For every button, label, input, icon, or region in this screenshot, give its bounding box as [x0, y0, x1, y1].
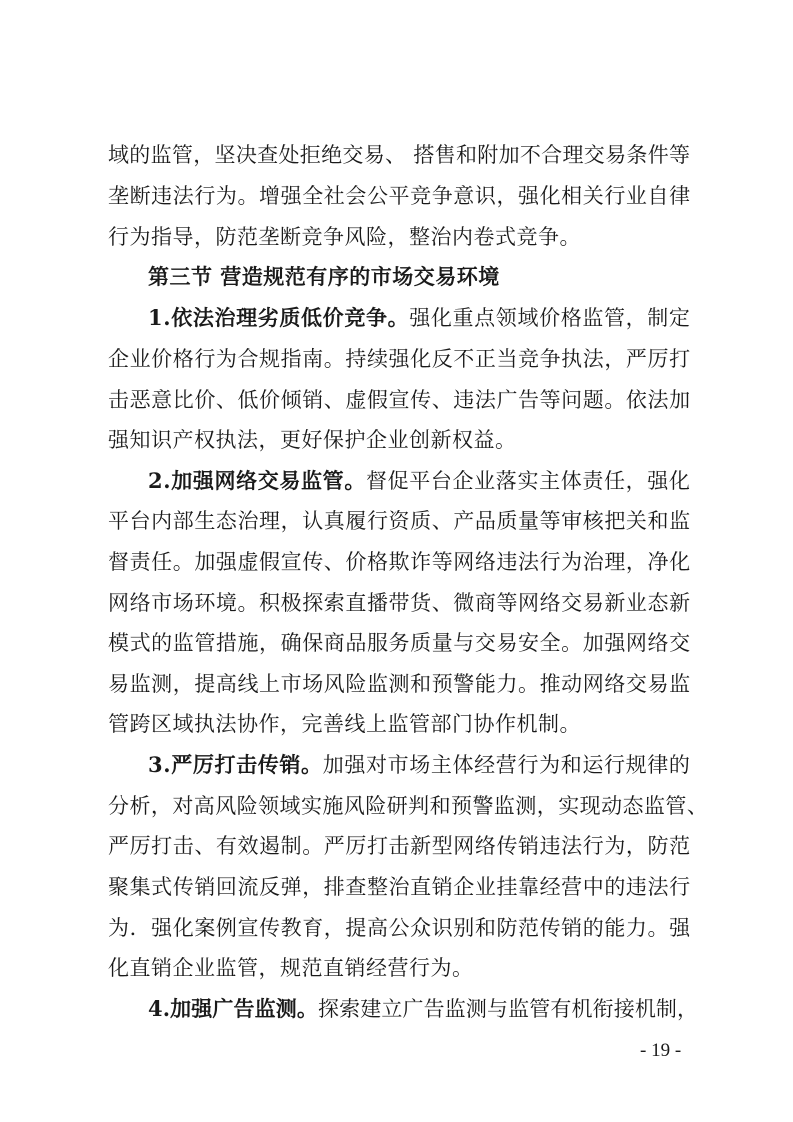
body-line: 平台内部生态治理，认真履行资质、产品质量等审核把关和监 — [108, 509, 691, 533]
body-line: 网络市场环境。积极探索直播带货、微商等网络交易新业态新 — [108, 591, 691, 615]
page-number: - 19 - — [640, 1040, 682, 1061]
body-line: 域的监管，坚决查处拒绝交易、 搭售和附加不合理交易条件等 — [108, 143, 691, 167]
body-line: 模式的监管措施，确保商品服务质量与交易安全。加强网络交 — [108, 631, 691, 655]
item-heading-1: 1.依法治理劣质低价竞争。 — [148, 305, 410, 330]
item-heading-2: 2.加强网络交易监管。 — [148, 468, 366, 493]
body-line: 垄断违法行为。增强全社会公平竞争意识，强化相关行业自律 — [108, 184, 691, 208]
body-line: 督责任。加强虚假宣传、价格欺诈等网络违法行为治理，净化 — [108, 550, 691, 574]
body-line: 为．强化案例宣传教育，提高公众识别和防范传销的能力。强 — [108, 916, 691, 940]
body-line: 企业价格行为合规指南。持续强化反不正当竞争执法，严厉打 — [108, 347, 691, 371]
body-text: 督促平台企业落实主体责任，强化 — [365, 469, 691, 493]
body-line: 管跨区域执法协作，完善线上监管部门协作机制。 — [108, 712, 581, 736]
body-text: 加强对市场主体经营行为和运行规律的 — [322, 753, 691, 777]
body-line: 击恶意比价、低价倾销、虚假宣传、违法广告等问题。依法加 — [108, 388, 691, 412]
body-text: 探索建立广告监测与监管有机衔接机制， — [318, 997, 699, 1021]
item-heading-4: 4.加强广告监测。 — [148, 996, 319, 1021]
paragraph-4-first-line — [148, 995, 698, 1023]
body-line: 强知识产权执法，更好保护企业创新权益。 — [108, 428, 517, 452]
item-heading-3: 3.严厉打击传销。 — [148, 752, 323, 777]
body-line: 聚集式传销回流反弹，排查整治直销企业挂靠经营中的违法行 — [108, 875, 691, 899]
body-line: 易监测，提高线上市场风险监测和预警能力。推动网络交易监 — [108, 672, 691, 696]
body-text: 强化重点领域价格监管，制定 — [409, 306, 691, 330]
paragraph-2-first-line — [148, 467, 691, 495]
body-line: 化直销企业监管，规范直销经营行为。 — [108, 956, 474, 980]
body-line: 分析，对高风险领域实施风险研判和预警监测，实现动态监管、 — [108, 794, 709, 818]
body-line: 行为指导，防范垄断竞争风险，整治内卷式竞争。 — [108, 225, 581, 249]
body-line: 严厉打击、有效遏制。严厉打击新型网络传销违法行为，防范 — [108, 834, 691, 858]
paragraph-3-first-line — [148, 751, 691, 779]
section-heading: 第三节 营造规范有序的市场交易环境 — [148, 264, 500, 289]
paragraph-1-first-line — [148, 304, 691, 332]
